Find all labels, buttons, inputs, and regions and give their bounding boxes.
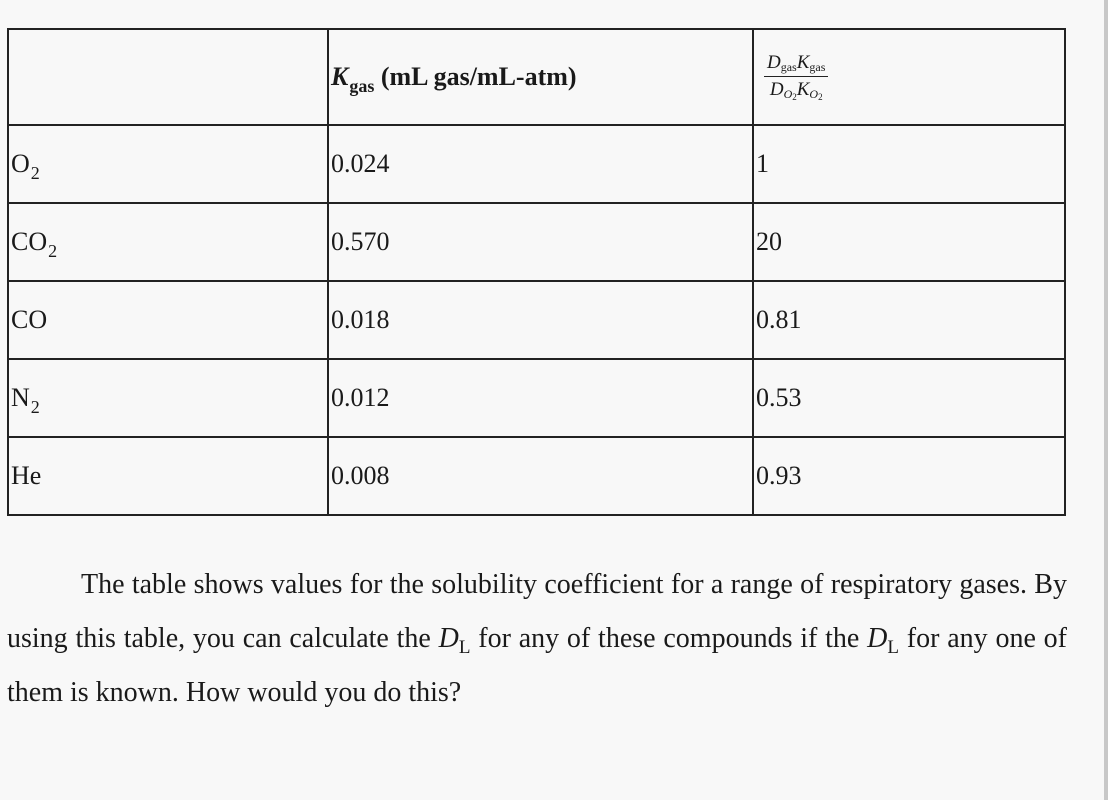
dl-symbol: $D_L$ <box>438 623 471 658</box>
page-right-border <box>1104 0 1108 800</box>
gas-cell: $N_2$ <box>8 359 328 437</box>
question-paragraph: The table shows values for the solubility coefficient for a range of respiratory gases. By using this table, you can calculate the $D_L$ for any of these compounds if the $D_L$ for any one of them is known. How would you do this? <box>7 569 1067 708</box>
ratio-value-cell: 0.93 <box>753 437 1065 515</box>
kgas-symbol: K <box>331 62 349 91</box>
header-ratio-cell <box>753 29 1065 125</box>
kgas-value-cell: 0.024 <box>328 125 753 203</box>
ratio-numerator: $D_{gas}K_{gas}$ <box>764 53 828 77</box>
table-header-row <box>8 29 1065 125</box>
kgas-value-cell: 0.012 <box>328 359 753 437</box>
ratio-value-cell: 20 <box>753 203 1065 281</box>
kgas-value-cell: 0.018 <box>328 281 753 359</box>
table-row <box>8 359 1065 437</box>
ratio-value-cell: 0.53 <box>753 359 1065 437</box>
kgas-subscript: gas <box>349 76 375 96</box>
table-row <box>8 437 1065 515</box>
diffusion-solubility-ratio <box>764 53 828 102</box>
gas-cell: $CO_2$ <box>8 203 328 281</box>
kgas-value-cell: 0.570 <box>328 203 753 281</box>
header-kgas-cell <box>328 29 753 125</box>
gas-cell: CO <box>8 281 328 359</box>
table-row <box>8 203 1065 281</box>
ratio-denominator: $D_{O_2}K_{O_2}$ <box>769 78 823 102</box>
kgas-value-cell: 0.008 <box>328 437 753 515</box>
table-row <box>8 281 1065 359</box>
ratio-value-cell: 0.81 <box>753 281 1065 359</box>
kgas-units: (mL gas/mL-atm) <box>380 62 577 91</box>
dl-symbol: $D_L$ <box>867 623 899 658</box>
gas-cell: $O_2$ <box>8 125 328 203</box>
ratio-value-cell: 1 <box>753 125 1065 203</box>
header-empty-cell <box>8 29 328 125</box>
table-row <box>8 125 1065 203</box>
solubility-table <box>7 28 1066 516</box>
gas-cell: He <box>8 437 328 515</box>
